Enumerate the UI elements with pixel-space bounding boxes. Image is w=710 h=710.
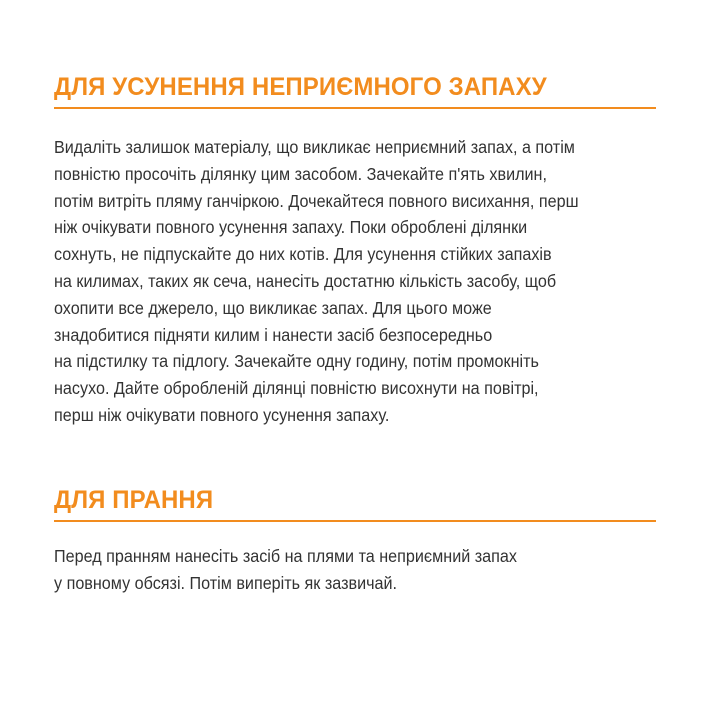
odor-removal-heading: ДЛЯ УСУНЕННЯ НЕПРИЄМНОГО ЗАПАХУ bbox=[54, 73, 547, 101]
washing-section bbox=[54, 485, 656, 597]
odor-removal-divider bbox=[54, 107, 656, 109]
odor-removal-section bbox=[54, 72, 656, 429]
washing-instructions: Перед пранням нанесіть засіб на плями та неприємний запах у повному обсязі. Потім виперіть як зазвичай. bbox=[54, 546, 517, 593]
odor-removal-instructions: Видаліть залишок матеріалу, що викликає неприємний запах, а потім повністю просочіть ділянку цим засобом. Зачекайте п'ять хвилин, потім витріть пляму ганчіркою. Дочекайтеся повного висихання, перш ніж очікувати повного усунення запаху. Поки оброблені ділянки сохнуть, не підпускайте до них котів. Для усунення стійких запахів на килимах, таких як сеча, нанесіть достатню кількість засобу, щоб охопити все джерело, що викликає запах. Для цього може знадобитися підняти килим і нанести засіб безпосередньо на підстилку та підлогу. Зачекайте одну годину, потім промокніть насухо. Дайте обробленій ділянці повністю висохнути на повітрі, перш ніж очікувати повного усунення запаху. bbox=[54, 137, 579, 425]
washing-heading: ДЛЯ ПРАННЯ bbox=[54, 486, 214, 514]
washing-divider bbox=[54, 520, 656, 522]
